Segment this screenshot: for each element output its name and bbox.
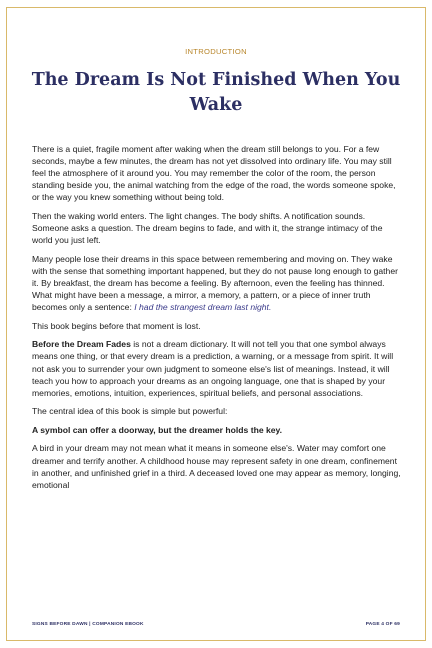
paragraph-2: Then the waking world enters. The light changes. The body shifts. A notification sounds. Someone asks a question. The dream begins to fade, and with it, the strange intimacy of the world you just left. — [32, 210, 383, 246]
chapter-title: The Dream Is Not Finished When You Wake — [31, 70, 401, 115]
key-statement-text: A symbol can offer a doorway, but the dreamer holds the key. — [32, 424, 283, 435]
page-number: PAGE 4 OF 69 — [365, 622, 400, 627]
body-text — [32, 143, 402, 497]
section-label: INTRODUCTION — [185, 47, 247, 56]
key-statement — [32, 424, 402, 436]
paragraph-1: There is a quiet, fragile moment after waking when the dream still belongs to you. For a few seconds, maybe a few minutes, the dream has not yet dissolved into ordinary life. You may still feel the atmosphere of it around you. You may remember the color of the room, the person standing beside you, the animal watching from the edge of the road, the words someone spoke, or the way you knew something without being told. — [32, 144, 396, 203]
paragraph-5 — [32, 338, 402, 398]
footer-book-title: SIGNS BEFORE DAWN | COMPANION EBOOK — [32, 622, 144, 627]
paragraph-4: This book begins before that moment is lost. — [32, 320, 201, 331]
paragraph-8: A bird in your dream may not mean what it means in someone else's. Water may comfort one dreamer and terrify another. A childhood house may represent safety in one dream, confinement in another, and unfinished grief in a third. A deceased loved one may appear as memory, longing, emotional — [32, 443, 401, 490]
italic-quote: I had the strangest dream last night. — [134, 302, 272, 313]
paragraph-3 — [32, 253, 402, 313]
paragraph-6: The central idea of this book is simple but powerful: — [32, 406, 228, 417]
paragraph-3-text: Many people lose their dreams in this space between remembering and moving on. They wake with the sense that something important happened, but they do not pause long enough to gather it. By breakfast, the dream has become a feeling. By afternoon, even the feeling has thinned. What might have been a message, a mirror, a memory, a pattern, or a piece of inner truth becomes only a sentence: — [32, 253, 398, 313]
paragraph-5-text: is not a dream dictionary. It will not tell you that one symbol always means one thing, or that every dream is a prediction, a warning, or a message from spirit. It will not ask you to surrender your own judgment to someone else's list of meanings. Instead, it will teach you how to approach your dreams as an ongoing language, one that is shaped by your memories, emotions, intuition, experiences, spiritual beliefs, and personal associations. — [32, 339, 394, 398]
book-title-bold: Before the Dream Fades — [32, 339, 131, 350]
page-footer — [32, 622, 400, 627]
